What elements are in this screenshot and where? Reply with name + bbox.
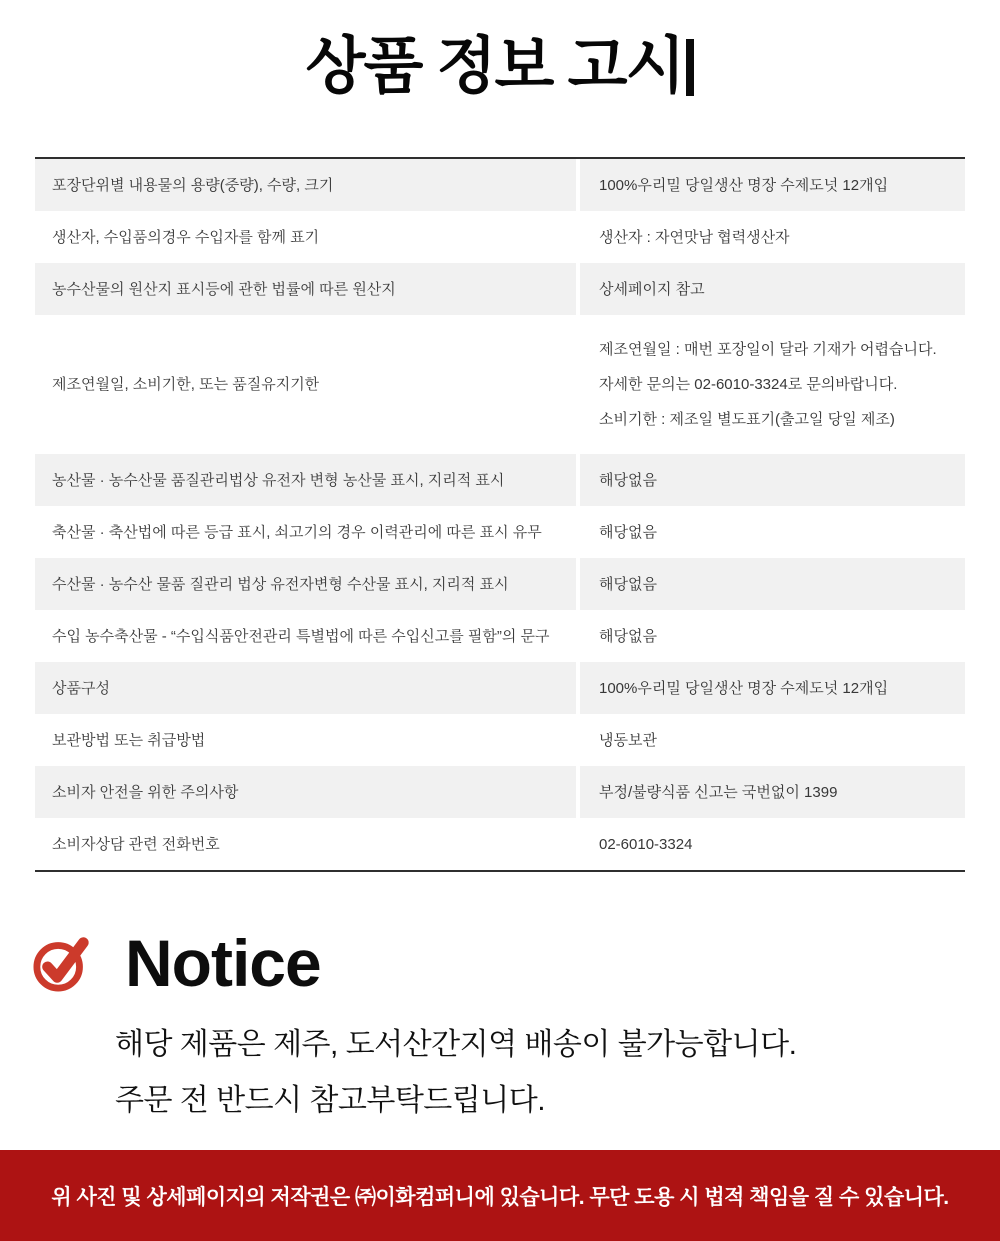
row-value: 해당없음 bbox=[580, 454, 965, 506]
page-title bbox=[305, 32, 695, 101]
table-row bbox=[35, 662, 965, 714]
row-label: 소비자상담 관련 전화번호 bbox=[52, 835, 220, 853]
row-value: 냉동보관 bbox=[599, 731, 657, 749]
row-label: 제조연월일, 소비기한, 또는 품질유지기한 bbox=[52, 376, 320, 393]
row-value: 100%우리밀 당일생산 명장 수제도넛 12개입 bbox=[580, 662, 965, 714]
row-label: 축산물 · 축산법에 따른 등급 표시, 쇠고기의 경우 이력관리에 따른 표시 유무 bbox=[52, 523, 542, 541]
check-circle-icon bbox=[33, 930, 95, 992]
row-label: 포장단위별 내용물의 용량(중량), 수량, 크기 bbox=[35, 159, 576, 211]
title-cursor-bar bbox=[686, 39, 694, 96]
row-value: 100%우리밀 당일생산 명장 수제도넛 12개입 bbox=[580, 159, 965, 211]
row-label: 상품구성 bbox=[35, 662, 576, 714]
notice-heading: Notice bbox=[125, 926, 321, 1000]
row-value-line: 소비기한 : 제조일 별도표기(출고일 당일 제조) bbox=[599, 411, 895, 428]
row-value bbox=[580, 315, 965, 454]
table-row bbox=[35, 315, 965, 454]
table-row bbox=[35, 818, 965, 870]
row-label: 보관방법 또는 취급방법 bbox=[52, 731, 206, 749]
row-label: 수입 농수축산물 - “수입식품안전관리 특별법에 따른 수입신고를 필함”의 문구 bbox=[52, 627, 550, 645]
row-value: 02-6010-3324 bbox=[599, 835, 693, 853]
table-row bbox=[35, 766, 965, 818]
row-value: 부정/불량식품 신고는 국번없이 1399 bbox=[580, 766, 965, 818]
row-value-line: 자세한 문의는 02-6010-3324로 문의바랍니다. bbox=[599, 376, 898, 393]
row-value-line: 제조연월일 : 매번 포장일이 달라 기재가 어렵습니다. bbox=[599, 341, 937, 358]
table-row bbox=[35, 714, 965, 766]
row-value: 해당없음 bbox=[580, 558, 965, 610]
row-value: 해당없음 bbox=[599, 627, 657, 645]
notice-header bbox=[33, 926, 1000, 1000]
copyright-text: 위 사진 및 상세페이지의 저작권은 ㈜이화컴퍼니에 있습니다. 무단 도용 시 법적 책임을 질 수 있습니다. bbox=[51, 1185, 949, 1209]
row-value: 생산자 : 자연맛남 협력생산자 bbox=[599, 228, 790, 246]
row-value: 상세페이지 참고 bbox=[580, 263, 965, 315]
table-row bbox=[35, 506, 965, 558]
row-label: 수산물 · 농수산 물품 질관리 법상 유전자변형 수산물 표시, 지리적 표시 bbox=[35, 558, 576, 610]
table-row bbox=[35, 263, 965, 315]
table-row bbox=[35, 558, 965, 610]
notice-body bbox=[115, 1022, 1000, 1124]
table-row bbox=[35, 159, 965, 211]
notice-line-1: 해당 제품은 제주, 도서산간지역 배송이 불가능합니다. bbox=[115, 1028, 797, 1061]
row-value: 해당없음 bbox=[599, 523, 657, 541]
table-row bbox=[35, 610, 965, 662]
row-label: 농산물 · 농수산물 품질관리법상 유전자 변형 농산물 표시, 지리적 표시 bbox=[35, 454, 576, 506]
row-label: 생산자, 수입품의경우 수입자를 함께 표기 bbox=[52, 228, 320, 246]
copyright-bar bbox=[0, 1150, 1000, 1241]
page-title-text: 상품 정보 고시 bbox=[305, 32, 684, 101]
row-label: 소비자 안전을 위한 주의사항 bbox=[35, 766, 576, 818]
row-label: 농수산물의 원산지 표시등에 관한 법률에 따른 원산지 bbox=[35, 263, 576, 315]
table-row bbox=[35, 454, 965, 506]
notice-line-2: 주문 전 반드시 참고부탁드립니다. bbox=[115, 1084, 546, 1117]
product-info-table bbox=[35, 157, 965, 872]
table-row bbox=[35, 211, 965, 263]
notice-section bbox=[0, 928, 1000, 1124]
page-header bbox=[0, 0, 1000, 157]
